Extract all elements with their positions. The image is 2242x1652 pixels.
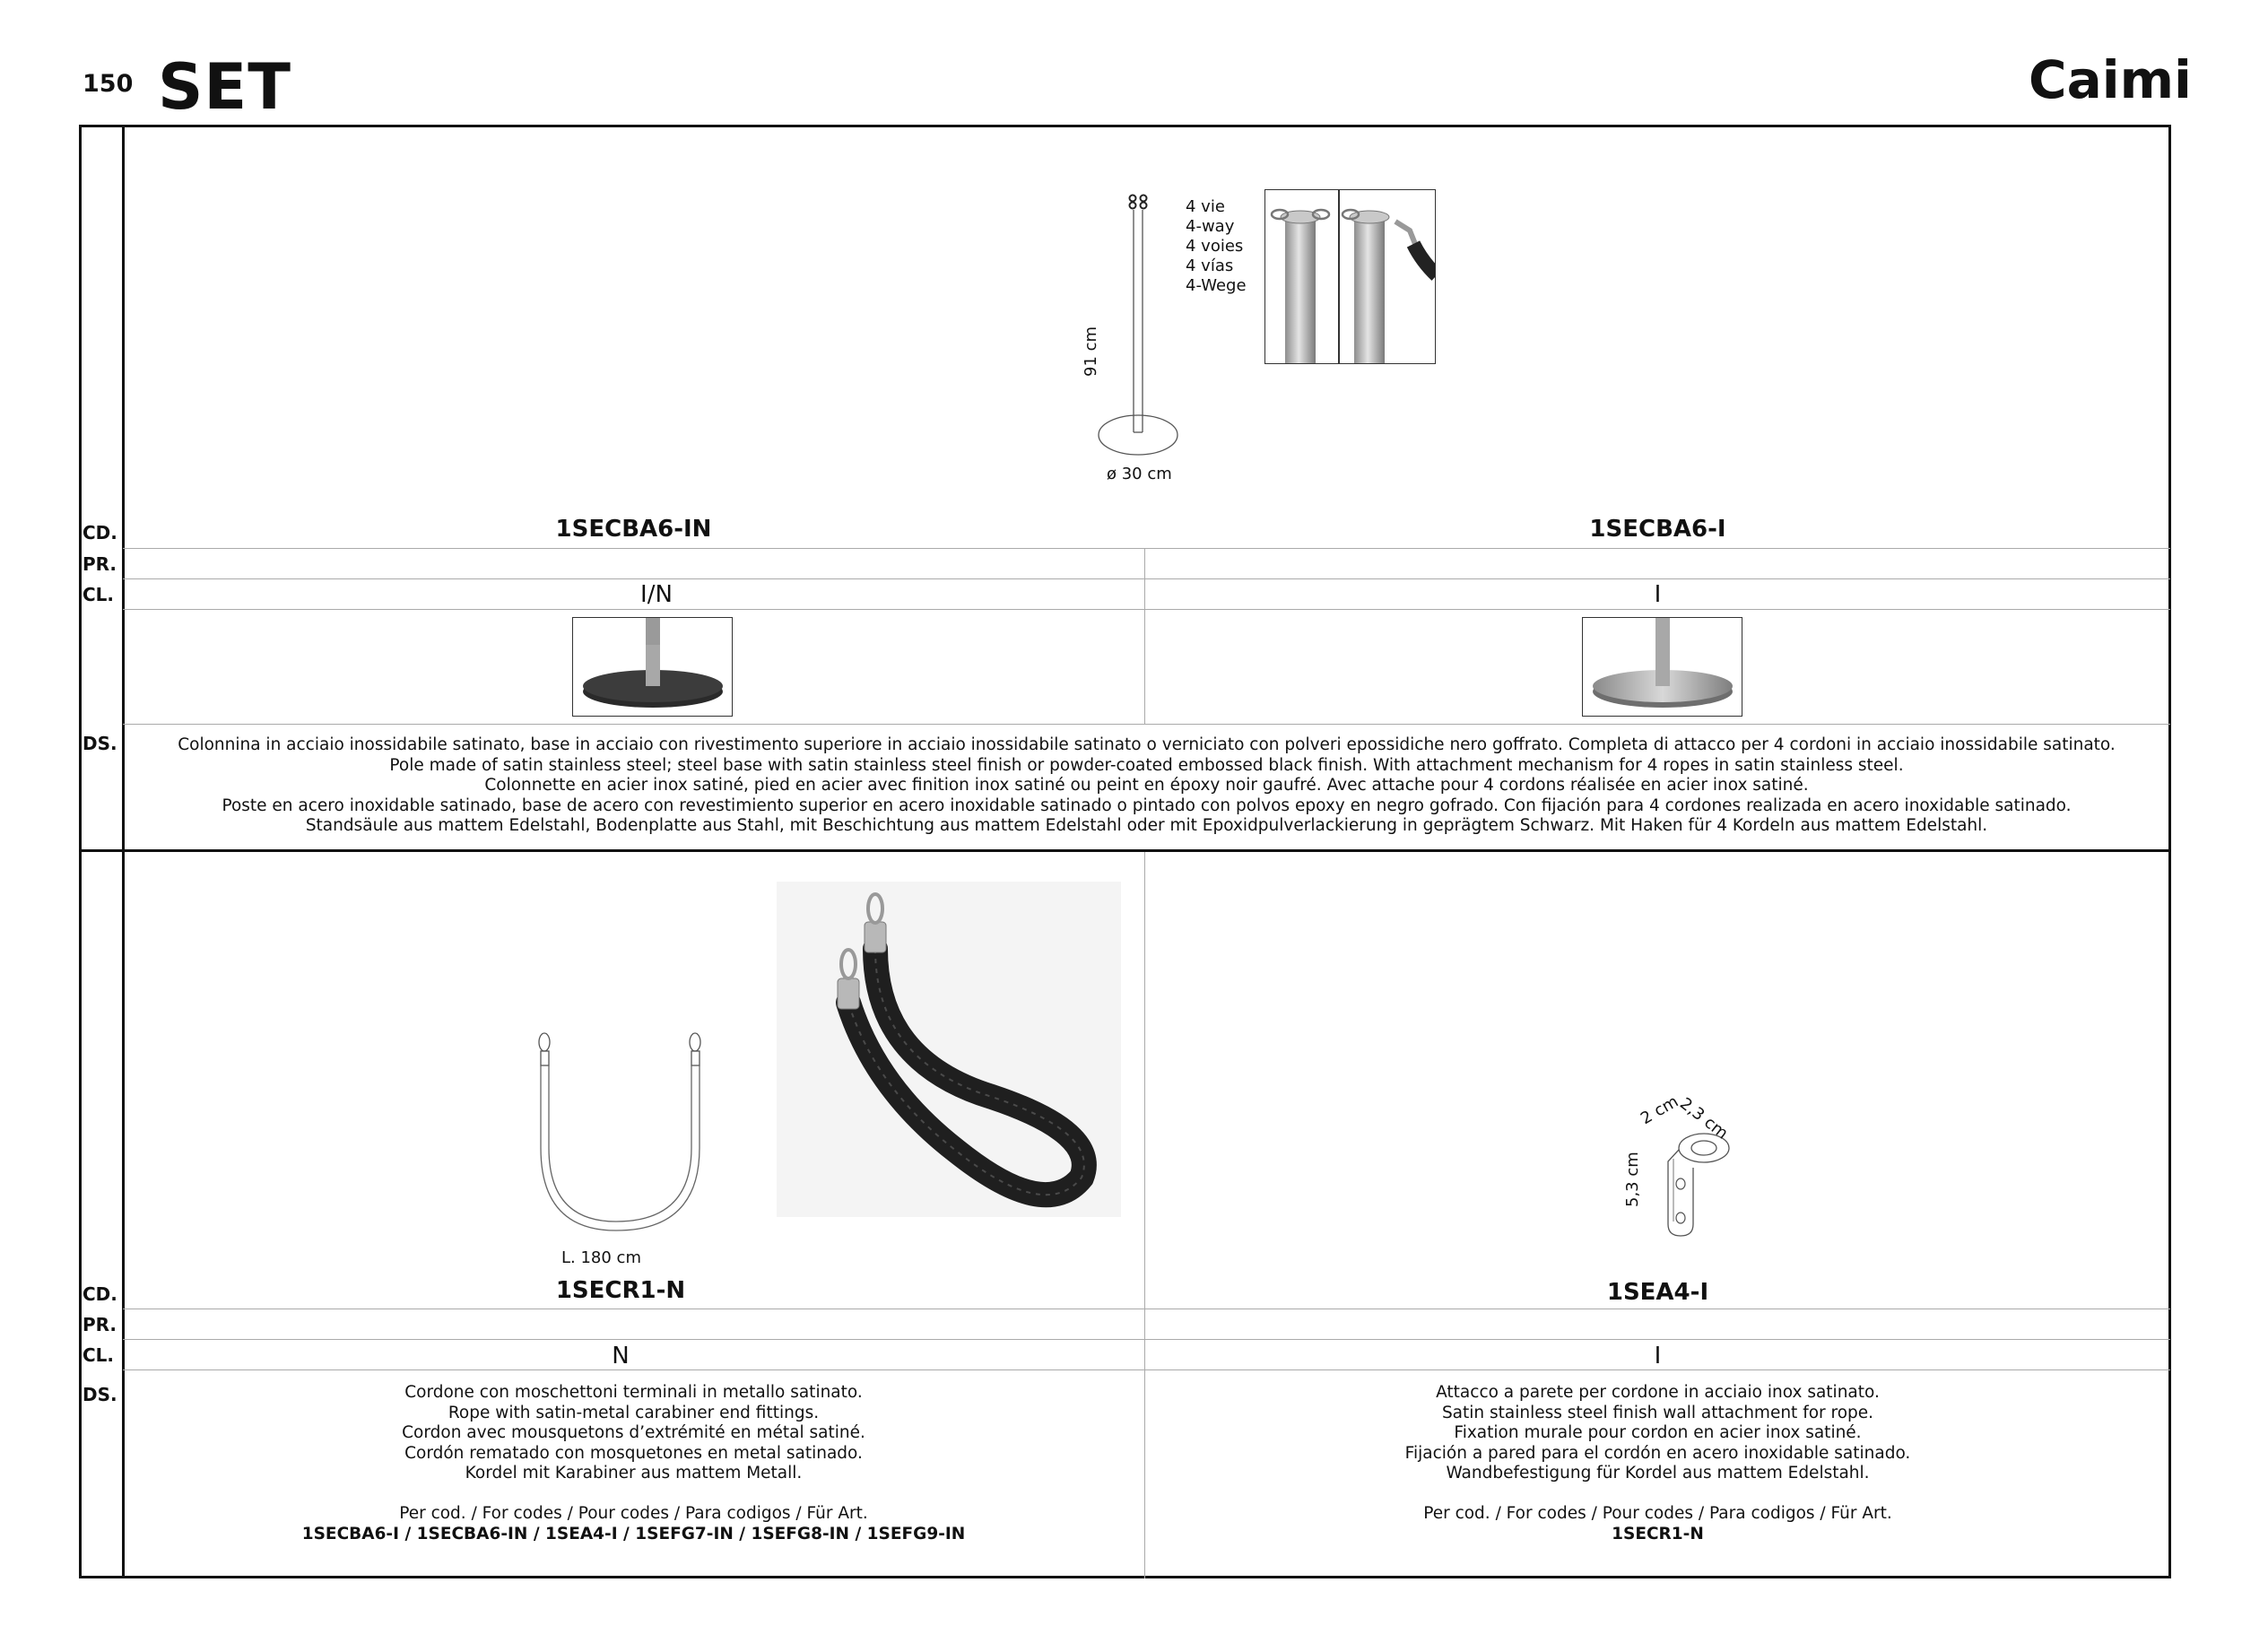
description-1secba6	[123, 735, 2170, 837]
description-es: Cordón rematado con mosquetones en metal satinado.	[404, 1443, 863, 1463]
description-de: Kordel mit Karabiner aus mattem Metall.	[465, 1464, 803, 1482]
label-ds: DS.	[83, 733, 117, 754]
pole-top-with-rope-photo	[1339, 189, 1436, 364]
label-cl: CL.	[83, 584, 115, 605]
description-it: Attacco a parete per cordone in acciaio inox satinato.	[1436, 1383, 1880, 1402]
class-value-left: N	[612, 1343, 630, 1369]
ways-label-en: 4-way	[1186, 217, 1235, 236]
row-divider	[123, 609, 2170, 610]
product-code-1secba6-in: 1SECBA6-IN	[555, 516, 712, 543]
class-value-right: I	[1654, 581, 1662, 608]
product-code-1secba6-i: 1SECBA6-I	[1589, 516, 1726, 543]
width-dimension: 2 cm	[1638, 1091, 1682, 1129]
description-en: Satin stainless steel finish wall attachment for rope.	[1441, 1403, 1874, 1422]
ways-label-es: 4 vías	[1186, 256, 1234, 275]
wall-attachment-drawing	[1641, 1121, 1749, 1238]
base-diameter-dimension: ø 30 cm	[1107, 465, 1172, 483]
product-code-1secr1-n: 1SECR1-N	[555, 1277, 686, 1304]
row-divider	[123, 548, 2170, 549]
ways-label-it: 4 vie	[1186, 197, 1225, 216]
ways-label-fr: 4 voies	[1186, 237, 1244, 256]
description-1secr1-n	[123, 1383, 1144, 1544]
description-1sea4-i	[1145, 1383, 2170, 1544]
for-codes-list: 1SECR1-N	[1612, 1524, 1704, 1543]
pole-top-detail-photo	[1264, 189, 1339, 364]
ways-label-de: 4-Wege	[1186, 276, 1247, 295]
depth-dimension: 2,3 cm	[1676, 1094, 1732, 1143]
description-fr: Cordon avec mousquetons d’extrémité en métal satiné.	[402, 1423, 865, 1442]
for-codes-label: Per cod. / For codes / Pour codes / Para codigos / Für Art.	[399, 1504, 868, 1523]
steel-base-photo	[1582, 617, 1742, 717]
row-divider	[123, 578, 2170, 579]
description-fr: Fixation murale pour cordon en acier inox satiné.	[1454, 1423, 1862, 1442]
class-value-right: I	[1654, 1343, 1662, 1369]
rope-length-dimension: L. 180 cm	[561, 1248, 641, 1267]
page-number: 150	[83, 70, 134, 98]
for-codes-label: Per cod. / For codes / Pour codes / Para codigos / Für Art.	[1423, 1504, 1892, 1523]
section-title: SET	[158, 50, 291, 124]
section1-column-divider	[1144, 548, 1145, 725]
for-codes-list: 1SECBA6-I / 1SECBA6-IN / 1SEA4-I / 1SEFG7-IN / 1SEFG8-IN / 1SEFG9-IN	[301, 1524, 966, 1543]
description-en: Rope with satin-metal carabiner end fittings.	[448, 1403, 820, 1422]
label-pr: PR.	[83, 553, 117, 575]
row-divider	[123, 724, 2170, 725]
height-dimension: 5,3 cm	[1623, 1152, 1642, 1207]
class-value-left: I/N	[640, 581, 673, 608]
description-es: Poste en acero inoxidable satinado, base de acero con revestimiento superior en acero inoxidable satinado o pintado con polvos epoxy en negro gofrado. Con fijación para 4 cordones realizada en acero inoxidable satinado.	[222, 796, 2072, 815]
product-code-1sea4-i: 1SEA4-I	[1606, 1279, 1709, 1306]
label-pr: PR.	[83, 1314, 117, 1335]
description-it: Colonnina in acciaio inossidabile satinato, base in acciaio con rivestimento superiore in acciaio inossidabile satinato o verniciato con polveri epossidiche nero goffrato. Completa di attacco per 4 cordoni in acciaio inossidabile satinato.	[178, 735, 2116, 754]
black-base-photo	[572, 617, 733, 717]
label-ds: DS.	[83, 1384, 117, 1405]
row-divider	[123, 1369, 2170, 1370]
description-de: Wandbefestigung für Kordel aus mattem Edelstahl.	[1446, 1464, 1870, 1482]
description-es: Fijación a pared para el cordón en acero inoxidable satinado.	[1404, 1443, 1911, 1463]
label-cd: CD.	[83, 1283, 117, 1305]
brand-logo: Caimi	[2029, 49, 2192, 110]
height-dimension: 91 cm	[1082, 326, 1100, 377]
description-it: Cordone con moschettoni terminali in metallo satinato.	[404, 1383, 863, 1402]
description-fr: Colonnette en acier inox satiné, pied en acier avec finition inox satiné ou peint en époxy noir gaufré. Avec attache pour 4 cordons réalisée en acier inox satiné.	[484, 776, 1809, 795]
section-divider	[79, 849, 2171, 852]
description-de: Standsäule aus mattem Edelstahl, Bodenplatte aus Stahl, mit Beschichtung aus mattem Edelstahl oder mit Epoxidpulverlackierung in geprägtem Schwarz. Mit Haken für 4 Kordeln aus mattem Edelstahl.	[305, 816, 1988, 835]
rope-photo	[777, 882, 1121, 1217]
label-cl: CL.	[83, 1344, 115, 1366]
description-en: Pole made of satin stainless steel; steel base with satin stainless steel finish or powder-coated embossed black finish. With attachment mechanism for 4 ropes in satin stainless steel.	[389, 755, 1904, 775]
row-divider	[123, 1339, 2170, 1340]
label-cd: CD.	[83, 522, 117, 543]
rope-drawing	[529, 1031, 717, 1247]
